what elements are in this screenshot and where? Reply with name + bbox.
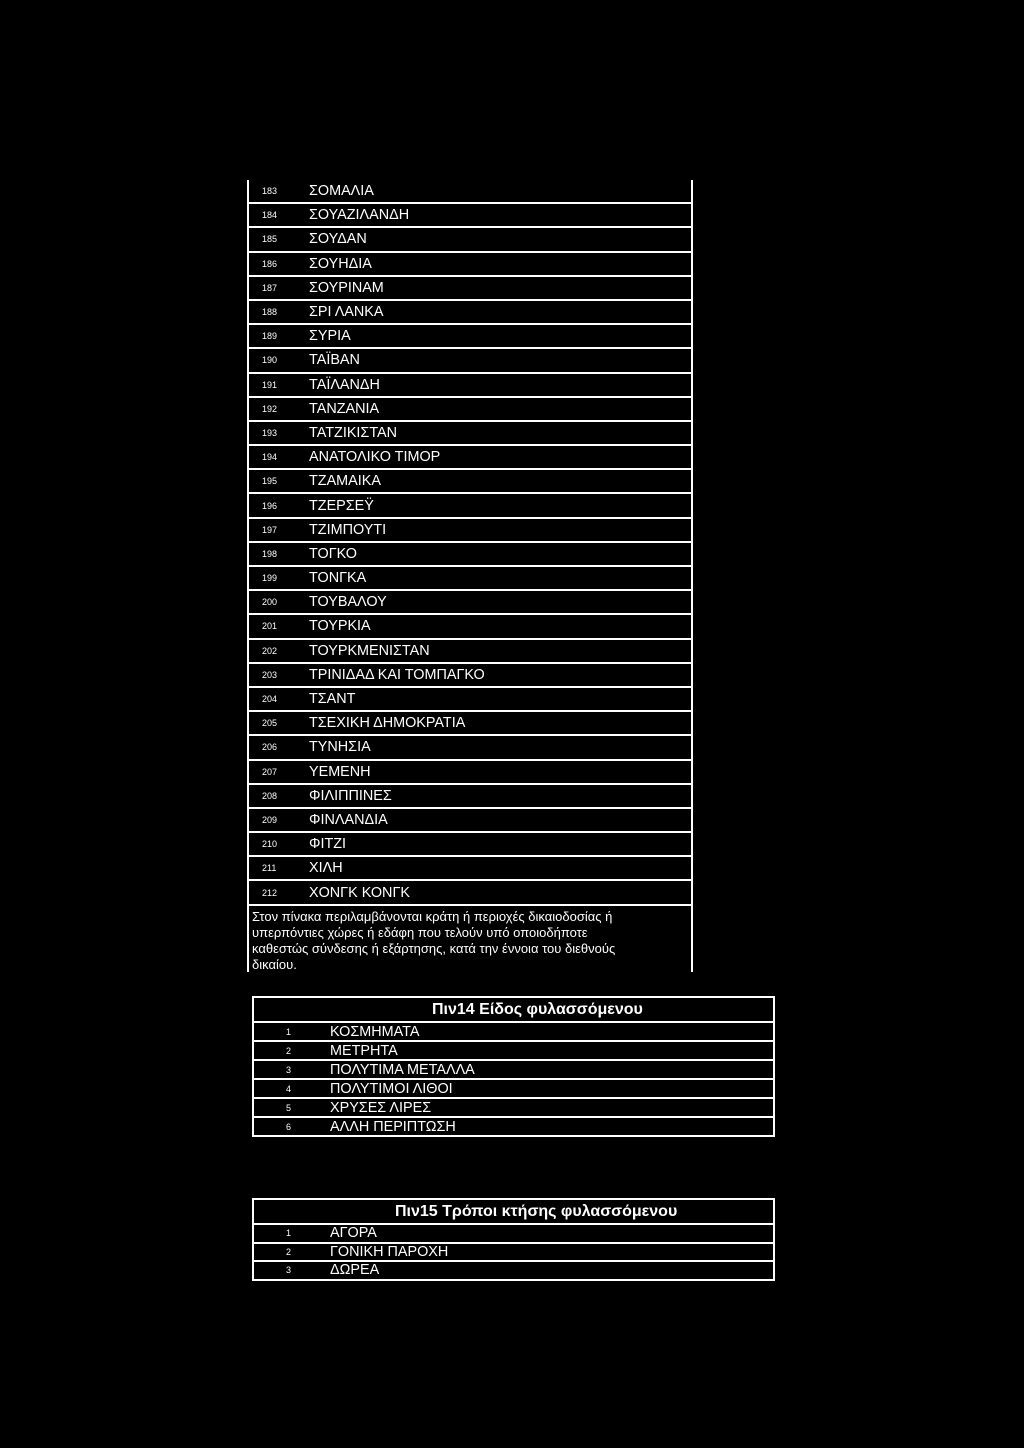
note-line: υπερπόντιες χώρες ή εδάφη που τελούν υπό οποιοδήποτε	[252, 924, 588, 940]
row-number: 192	[262, 403, 278, 414]
acquisition-row	[254, 1262, 773, 1281]
row-number: 193	[262, 427, 278, 438]
table-14-title: Πιν14 Είδος φυλασσόμενου	[254, 998, 773, 1023]
row-number: 6	[286, 1121, 292, 1132]
country-row	[249, 325, 691, 349]
row-number: 5	[286, 1102, 292, 1113]
countries-table	[247, 180, 693, 972]
row-number: 1	[286, 1228, 292, 1239]
country-name: ΣΟΥΑΖΙΛΑΝΔΗ	[309, 207, 410, 224]
row-number: 195	[262, 476, 278, 487]
table-15-title: Πιν15 Τρόποι κτήσης φυλασσόμενου	[254, 1200, 773, 1225]
country-name: ΤΑΪΒΑΝ	[309, 352, 360, 369]
country-row	[249, 664, 691, 688]
country-row	[249, 688, 691, 712]
row-number: 4	[286, 1083, 292, 1094]
table-15-rows	[254, 1225, 773, 1281]
table-14-rows	[254, 1023, 773, 1137]
note-line: καθεστώς σύνδεσης ή εξάρτησης, κατά την έννοια του διεθνούς	[252, 940, 616, 956]
country-name: ΑΝΑΤΟΛΙΚΟ ΤΙΜΟΡ	[309, 449, 441, 466]
row-number: 191	[262, 379, 278, 390]
row-number: 199	[262, 573, 278, 584]
country-name: ΣΟΜΑΛΙΑ	[309, 183, 374, 200]
country-row	[249, 567, 691, 591]
acquisition-name: ΓΟΝΙΚΗ ΠΑΡΟΧΗ	[330, 1243, 449, 1260]
row-number: 189	[262, 331, 278, 342]
row-number: 197	[262, 524, 278, 535]
row-number: 185	[262, 234, 278, 245]
row-number: 208	[262, 790, 278, 801]
row-number: 194	[262, 452, 278, 463]
country-row	[249, 422, 691, 446]
country-name: ΤΟΥΡΚΜΕΝΙΣΤΑΝ	[309, 642, 430, 659]
row-number: 184	[262, 210, 278, 221]
country-name: ΤΟΥΡΚΙΑ	[309, 618, 371, 635]
country-name: ΣΥΡΙΑ	[309, 328, 351, 345]
row-number: 3	[286, 1265, 292, 1276]
country-row	[249, 736, 691, 760]
row-number: 202	[262, 645, 278, 656]
row-number: 188	[262, 307, 278, 318]
item-type-name: ΜΕΤΡΗΤΑ	[330, 1042, 398, 1059]
row-number: 190	[262, 355, 278, 366]
country-row	[249, 349, 691, 373]
country-name: ΤΖΙΜΠΟΥΤΙ	[309, 521, 387, 538]
country-name: ΦΙΛΙΠΠΙΝΕΣ	[309, 787, 392, 804]
note-line: δικαίου.	[252, 956, 297, 972]
item-type-row	[254, 1061, 773, 1080]
country-name: ΤΟΥΒΑΛΟΥ	[309, 594, 387, 611]
item-type-name: ΠΟΛΥΤΙΜΟΙ ΛΙΘΟΙ	[330, 1080, 453, 1097]
country-row	[249, 228, 691, 252]
row-number: 183	[262, 186, 278, 197]
row-number: 2	[286, 1045, 292, 1056]
acquisition-row	[254, 1225, 773, 1244]
country-name: ΣΡΙ ΛΑΝΚΑ	[309, 304, 384, 321]
acquisition-name: ΑΓΟΡΑ	[330, 1225, 377, 1242]
country-name: ΧΙΛΗ	[309, 860, 343, 877]
row-number: 196	[262, 500, 278, 511]
row-number: 204	[262, 694, 278, 705]
row-number: 212	[262, 887, 278, 898]
country-row	[249, 277, 691, 301]
row-number: 205	[262, 718, 278, 729]
row-number: 198	[262, 548, 278, 559]
country-row	[249, 833, 691, 857]
country-row	[249, 374, 691, 398]
country-row	[249, 591, 691, 615]
row-number: 200	[262, 597, 278, 608]
table-15	[252, 1198, 775, 1281]
country-row	[249, 519, 691, 543]
country-name: ΧΟΝΓΚ ΚΟΝΓΚ	[309, 884, 410, 901]
item-type-name: ΧΡΥΣΕΣ ΛΙΡΕΣ	[330, 1099, 432, 1116]
country-name: ΤΥΝΗΣΙΑ	[309, 739, 371, 756]
item-type-row	[254, 1080, 773, 1099]
country-row	[249, 712, 691, 736]
country-row	[249, 494, 691, 518]
row-number: 203	[262, 669, 278, 680]
item-type-name: ΠΟΛΥΤΙΜΑ ΜΕΤΑΛΛΑ	[330, 1061, 475, 1078]
country-name: ΦΙΝΛΑΝΔΙΑ	[309, 811, 388, 828]
country-row	[249, 204, 691, 228]
row-number: 209	[262, 814, 278, 825]
country-name: ΣΟΥΗΔΙΑ	[309, 255, 372, 272]
country-name: ΤΑΪΛΑΝΔΗ	[309, 376, 380, 393]
country-row	[249, 180, 691, 204]
table-note	[249, 906, 691, 973]
row-number: 1	[286, 1026, 292, 1037]
country-row	[249, 761, 691, 785]
country-row	[249, 615, 691, 639]
country-row	[249, 640, 691, 664]
country-name: ΤΑΤΖΙΚΙΣΤΑΝ	[309, 424, 398, 441]
country-name: ΤΑΝΖΑΝΙΑ	[309, 400, 380, 417]
item-type-row	[254, 1118, 773, 1137]
row-number: 210	[262, 839, 278, 850]
item-type-row	[254, 1099, 773, 1118]
country-row	[249, 857, 691, 881]
country-row	[249, 301, 691, 325]
country-row	[249, 881, 691, 905]
country-row	[249, 470, 691, 494]
acquisition-row	[254, 1244, 773, 1263]
row-number: 186	[262, 258, 278, 269]
country-name: ΦΙΤΖΙ	[309, 836, 347, 853]
table-14	[252, 996, 775, 1137]
country-row	[249, 253, 691, 277]
country-name: ΣΟΥΡΙΝΑΜ	[309, 279, 384, 296]
country-name: ΤΣΑΝΤ	[309, 691, 356, 708]
country-name: ΤΖΑΜΑΙΚΑ	[309, 473, 381, 490]
item-type-row	[254, 1042, 773, 1061]
row-number: 207	[262, 766, 278, 777]
row-number: 3	[286, 1064, 292, 1075]
country-name: ΤΟΓΚΟ	[309, 545, 357, 562]
country-name: ΤΖΕΡΣΕΫ	[309, 497, 374, 514]
country-name: ΣΟΥΔΑΝ	[309, 231, 367, 248]
item-type-row	[254, 1023, 773, 1042]
note-line: Στον πίνακα περιλαμβάνονται κράτη ή περιοχές δικαιοδοσίας ή	[252, 908, 613, 924]
country-row	[249, 809, 691, 833]
row-number: 2	[286, 1246, 292, 1257]
row-number: 187	[262, 282, 278, 293]
country-row	[249, 543, 691, 567]
row-number: 201	[262, 621, 278, 632]
country-row	[249, 785, 691, 809]
row-number: 211	[262, 863, 277, 874]
acquisition-name: ΔΩΡΕΑ	[330, 1262, 380, 1279]
country-name: ΤΡΙΝΙΔΑΔ ΚΑΙ ΤΟΜΠΑΓΚΟ	[309, 666, 485, 683]
country-rows	[249, 180, 691, 906]
country-row	[249, 446, 691, 470]
country-name: ΤΟΝΓΚΑ	[309, 570, 367, 587]
row-number: 206	[262, 742, 278, 753]
item-type-name: ΑΛΛΗ ΠΕΡΙΠΤΩΣΗ	[330, 1118, 456, 1135]
country-name: ΥΕΜΕΝΗ	[309, 763, 371, 780]
country-name: ΤΣΕΧΙΚΗ ΔΗΜΟΚΡΑΤΙΑ	[309, 715, 466, 732]
country-row	[249, 398, 691, 422]
item-type-name: ΚΟΣΜΗΜΑΤΑ	[330, 1023, 420, 1040]
